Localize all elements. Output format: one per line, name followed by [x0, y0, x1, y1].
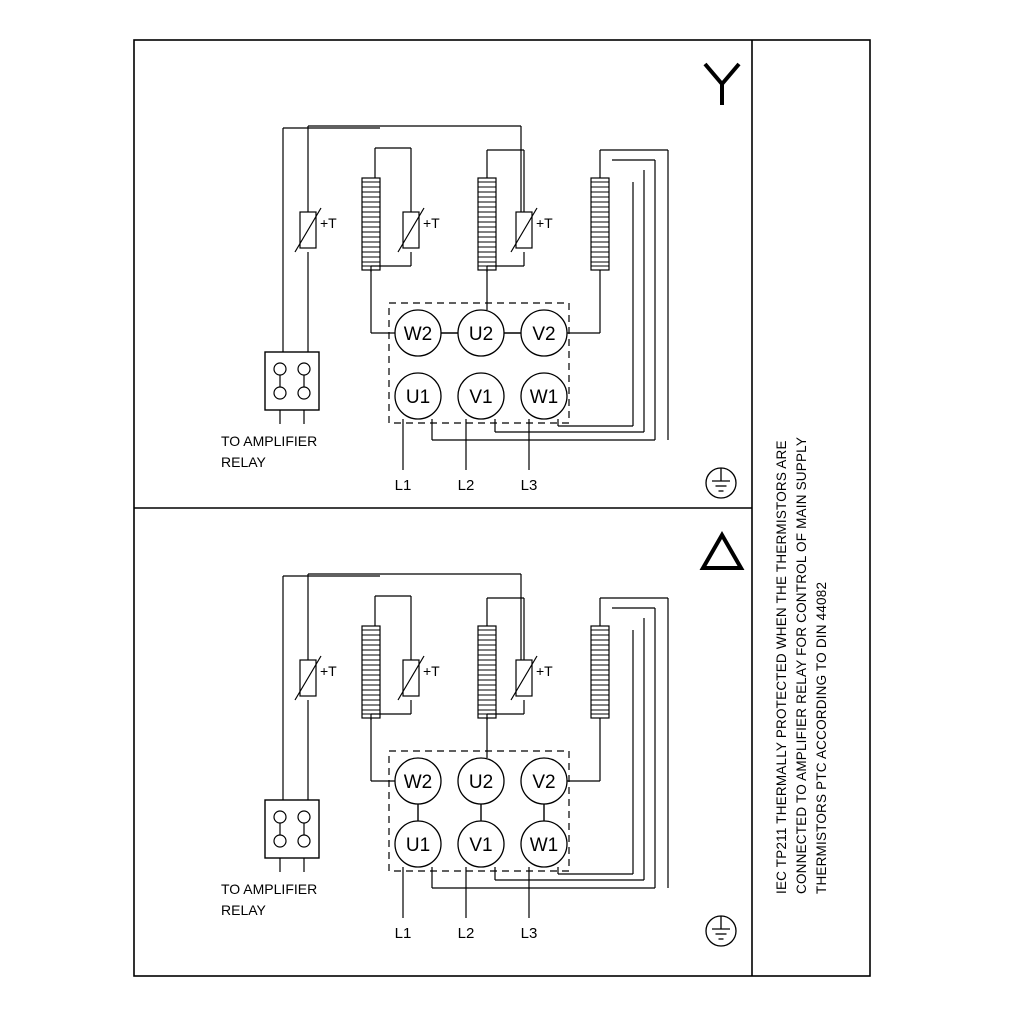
coil-v — [591, 626, 609, 718]
terminal-w2 — [395, 758, 441, 804]
thermistor-3 — [511, 656, 537, 700]
supply-label-l3: L3 — [520, 925, 538, 942]
terminal-label: U2 — [468, 324, 494, 345]
terminal-label: W2 — [403, 772, 433, 793]
terminal-label: W2 — [403, 324, 433, 345]
supply-label-l1: L1 — [394, 477, 412, 494]
terminal-u2 — [458, 310, 504, 356]
amplifier-label-line2: RELAY — [221, 454, 266, 470]
supply-label-l3: L3 — [520, 477, 538, 494]
terminal-u2 — [458, 758, 504, 804]
thermistor-label-3: +T — [536, 215, 553, 231]
terminal-label: V1 — [469, 835, 493, 856]
terminal-w2 — [395, 310, 441, 356]
thermistor-2 — [398, 656, 424, 700]
thermistor-label-2: +T — [423, 663, 440, 679]
side-note — [774, 437, 829, 894]
terminal-label: V2 — [532, 324, 556, 345]
amplifier-label-line1: TO AMPLIFIER — [221, 433, 318, 449]
thermistor-1 — [295, 208, 321, 252]
coil-u — [478, 178, 496, 270]
coil-w — [362, 178, 380, 270]
coil-v — [591, 178, 609, 270]
supply-label-l1: L1 — [394, 925, 412, 942]
amplifier-terminal-block — [265, 800, 319, 858]
amplifier-label-line2: RELAY — [221, 902, 266, 918]
thermistor-1 — [295, 656, 321, 700]
panel-star — [221, 64, 739, 498]
terminal-u1 — [395, 821, 441, 867]
terminal-label: U1 — [405, 835, 431, 856]
thermistor-3 — [511, 208, 537, 252]
earth-icon-star — [706, 468, 736, 498]
thermistor-label-1: +T — [320, 215, 337, 231]
supply-label-l2: L2 — [457, 925, 475, 942]
terminal-w1 — [521, 373, 567, 419]
terminal-label: W1 — [529, 835, 559, 856]
delta-bridge — [418, 804, 544, 821]
side-note-line3: THERMISTORS PTC ACCORDING TO DIN 44082 — [814, 581, 829, 894]
terminal-v2 — [521, 758, 567, 804]
supply-label-l2: L2 — [457, 477, 475, 494]
coil-u — [478, 626, 496, 718]
terminal-block-leads — [280, 410, 304, 424]
amplifier-label-line1: TO AMPLIFIER — [221, 881, 318, 897]
delta-symbol — [703, 535, 741, 568]
coil-w — [362, 626, 380, 718]
terminal-label: V1 — [469, 387, 493, 408]
terminal-label: V2 — [532, 772, 556, 793]
terminal-label: W1 — [529, 387, 559, 408]
terminal-block-leads — [280, 858, 304, 872]
amplifier-terminal-block — [265, 352, 319, 410]
terminal-label: U1 — [405, 387, 431, 408]
terminal-u1 — [395, 373, 441, 419]
side-note-line2: CONNECTED TO AMPLIFIER RELAY FOR CONTROL OF MAIN SUPPLY — [794, 436, 809, 894]
terminal-label: U2 — [468, 772, 494, 793]
terminal-v1 — [458, 821, 504, 867]
terminal-v1 — [458, 373, 504, 419]
terminal-v2 — [521, 310, 567, 356]
thermistor-2 — [398, 208, 424, 252]
earth-icon-delta — [706, 916, 736, 946]
thermistor-label-2: +T — [423, 215, 440, 231]
thermistor-label-1: +T — [320, 663, 337, 679]
panel-delta — [221, 535, 741, 946]
side-note-line1: IEC TP211 THERMALLY PROTECTED WHEN THE THERMISTORS ARE — [774, 440, 789, 894]
terminal-w1 — [521, 821, 567, 867]
thermistor-label-3: +T — [536, 663, 553, 679]
wye-symbol — [705, 64, 739, 105]
